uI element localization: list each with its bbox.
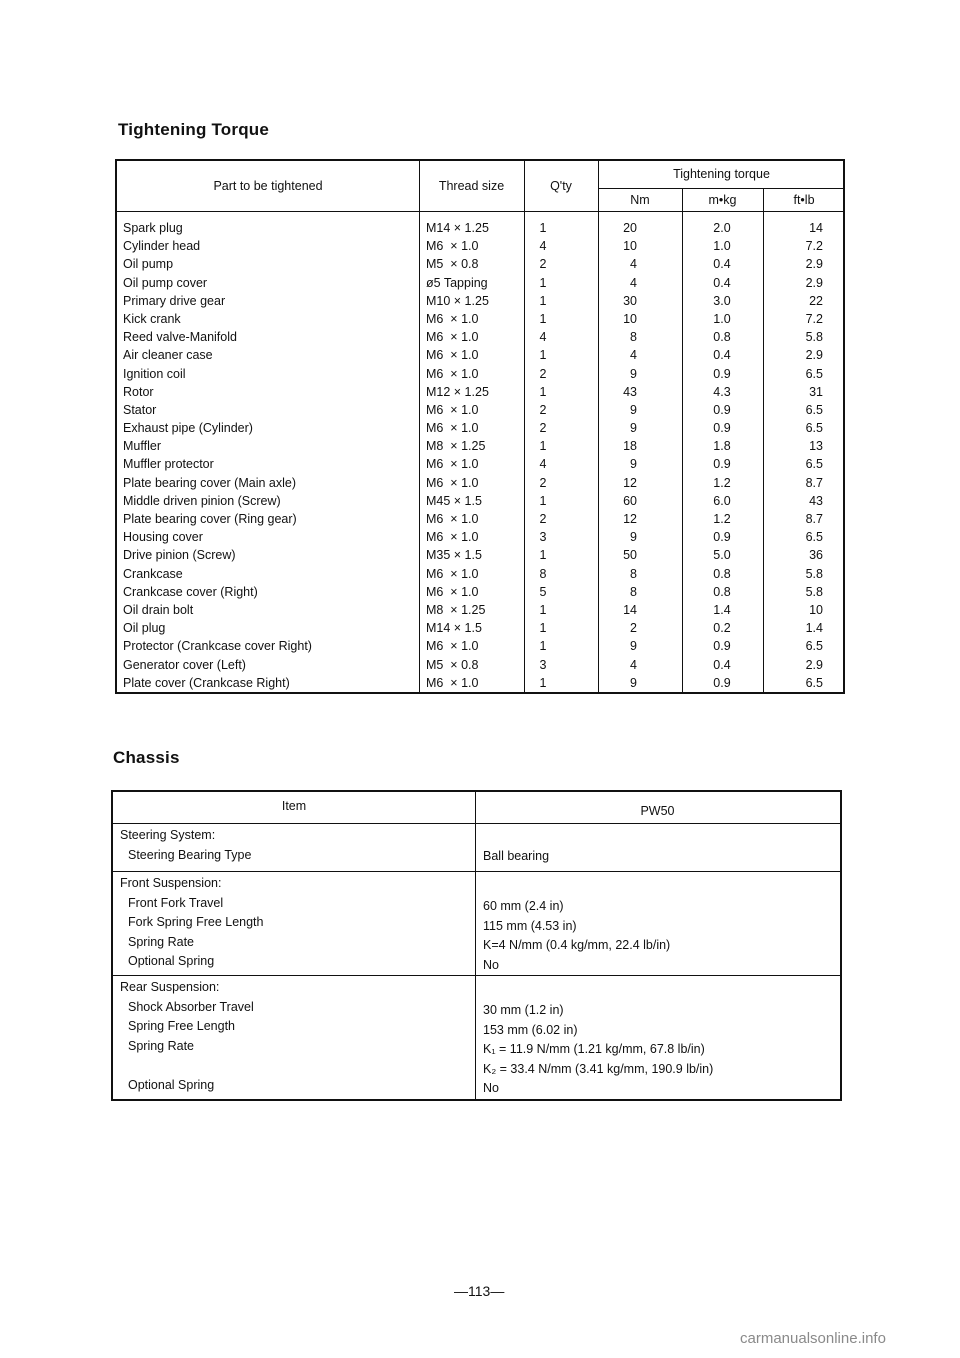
cell-nm: 20 xyxy=(623,221,637,235)
cell-thread: M6 × 1.0 xyxy=(426,512,479,526)
cell-qty: 2 xyxy=(539,257,547,272)
cell-nm: 12 xyxy=(623,475,637,490)
cell-part: Reed valve-Manifold xyxy=(123,330,237,345)
cell-ftlb: 5.8 xyxy=(805,330,823,345)
header-nm: Nm xyxy=(630,193,650,207)
cell-mkg: 3.0 xyxy=(713,293,731,308)
cell-ftlb: 13 xyxy=(809,439,823,454)
cell-part: Crankcase cover (Right) xyxy=(123,584,258,599)
cell-part: Spark plug xyxy=(123,221,183,235)
header-ftlb: ft•lb xyxy=(793,193,815,207)
cell-part: Cylinder head xyxy=(123,239,201,254)
cell-mkg: 0.9 xyxy=(713,366,731,381)
cell-nm: 10 xyxy=(623,311,637,326)
cell-mkg: 1.4 xyxy=(713,602,731,617)
item-value: K₁ = 11.9 N/mm (1.21 kg/mm, 67.8 lb/in) xyxy=(483,1042,705,1056)
cell-part: Ignition coil xyxy=(123,366,186,381)
cell-thread: M8 × 1.25 xyxy=(426,439,486,454)
cell-ftlb: 6.5 xyxy=(805,639,823,654)
cell-qty: 1 xyxy=(539,621,547,636)
header-thread-size: Thread size xyxy=(438,179,505,193)
cell-thread: M12 × 1.25 xyxy=(426,384,489,399)
cell-nm: 12 xyxy=(623,512,637,526)
cell-nm: 10 xyxy=(623,239,637,254)
col-divider xyxy=(682,189,683,692)
cell-mkg: 0.9 xyxy=(713,530,731,545)
cell-nm: 9 xyxy=(630,402,637,417)
cell-part: Oil pump xyxy=(123,257,174,272)
cell-qty: 4 xyxy=(539,457,547,472)
cell-mkg: 4.3 xyxy=(713,384,731,399)
column-qty xyxy=(525,219,561,692)
cell-part: Plate cover (Crankcase Right) xyxy=(123,675,290,690)
cell-mkg: 0.9 xyxy=(713,639,731,654)
cell-qty: 1 xyxy=(539,493,547,508)
cell-mkg: 0.4 xyxy=(713,657,731,672)
item-value: K=4 N/mm (0.4 kg/mm, 22.4 lb/in) xyxy=(483,938,671,952)
item-label: Front Fork Travel xyxy=(128,895,224,910)
item-value: 115 mm (4.53 in) xyxy=(483,918,577,933)
cell-part: Oil plug xyxy=(123,621,166,636)
cell-part: Air cleaner case xyxy=(123,348,213,363)
cell-mkg: 0.9 xyxy=(713,675,731,690)
cell-thread: M6 × 1.0 xyxy=(426,675,479,690)
cell-mkg: 1.0 xyxy=(713,311,731,326)
item-value: 60 mm (2.4 in) xyxy=(483,899,564,913)
cell-nm: 50 xyxy=(623,548,637,563)
cell-qty: 5 xyxy=(539,584,547,599)
cell-ftlb: 36 xyxy=(809,548,823,563)
cell-part: Muffler protector xyxy=(123,457,214,472)
cell-qty: 1 xyxy=(539,311,547,326)
cell-mkg: 1.8 xyxy=(713,439,731,454)
cell-ftlb: 6.5 xyxy=(805,402,823,417)
cell-nm: 2 xyxy=(630,621,637,636)
cell-mkg: 0.9 xyxy=(713,421,731,436)
cell-part: Plate bearing cover (Main axle) xyxy=(123,475,296,490)
cell-qty: 1 xyxy=(539,439,547,454)
steering-labels xyxy=(120,826,251,865)
cell-mkg: 1.0 xyxy=(713,239,731,254)
cell-mkg: 2.0 xyxy=(713,221,731,235)
torque-section-title: Tightening Torque xyxy=(118,120,270,139)
item-label: Optional Spring xyxy=(128,1077,215,1092)
cell-mkg: 0.8 xyxy=(713,566,731,581)
cell-thread: M6 × 1.0 xyxy=(426,366,479,381)
torque-table xyxy=(115,159,845,694)
cell-thread: M6 × 1.0 xyxy=(426,566,479,581)
cell-mkg: 1.2 xyxy=(713,512,731,526)
cell-nm: 8 xyxy=(630,566,637,581)
item-value: No xyxy=(483,1081,499,1095)
cell-mkg: 0.4 xyxy=(713,348,731,363)
cell-mkg: 0.2 xyxy=(713,621,731,636)
cell-thread: M6 × 1.0 xyxy=(426,457,479,472)
cell-nm: 30 xyxy=(623,293,637,308)
cell-ftlb: 6.5 xyxy=(805,366,823,381)
item-label: Fork Spring Free Length xyxy=(128,915,264,929)
cell-part: Housing cover xyxy=(123,530,203,545)
cell-nm: 18 xyxy=(623,439,637,454)
cell-ftlb: 6.5 xyxy=(805,421,823,436)
cell-nm: 9 xyxy=(630,675,637,690)
cell-thread: M6 × 1.0 xyxy=(426,402,479,417)
cell-qty: 2 xyxy=(539,512,547,526)
col-divider xyxy=(475,792,476,1099)
cell-ftlb: 1.4 xyxy=(805,621,823,636)
group-divider xyxy=(113,975,840,976)
cell-thread: M14 × 1.25 xyxy=(426,221,489,235)
cell-part: Rotor xyxy=(123,384,154,399)
cell-thread: M10 × 1.25 xyxy=(426,293,489,308)
cell-part: Primary drive gear xyxy=(123,293,226,308)
cell-thread: M8 × 1.25 xyxy=(426,602,486,617)
cell-qty: 1 xyxy=(539,348,547,363)
cell-part: Plate bearing cover (Ring gear) xyxy=(123,512,297,526)
item-label: Steering Bearing Type xyxy=(128,847,252,862)
cell-qty: 1 xyxy=(539,639,547,654)
cell-qty: 1 xyxy=(539,275,547,290)
header-divider xyxy=(113,823,840,824)
cell-thread: M6 × 1.0 xyxy=(426,584,479,599)
cell-mkg: 1.2 xyxy=(713,475,731,490)
chassis-table xyxy=(111,790,842,1101)
cell-nm: 8 xyxy=(630,584,637,599)
cell-qty: 2 xyxy=(539,421,547,436)
header-part: Part to be tightened xyxy=(213,179,323,193)
cell-nm: 9 xyxy=(630,457,637,472)
cell-thread: M35 × 1.5 xyxy=(426,548,482,563)
cell-ftlb: 6.5 xyxy=(805,530,823,545)
cell-nm: 9 xyxy=(630,366,637,381)
cell-thread: M6 × 1.0 xyxy=(426,639,479,654)
group-heading: Front Suspension: xyxy=(120,876,222,890)
column-nm xyxy=(597,219,637,692)
rear-suspension-labels xyxy=(120,978,254,1095)
cell-qty: 2 xyxy=(539,475,547,490)
header-divider xyxy=(117,211,843,212)
cell-ftlb: 5.8 xyxy=(805,584,823,599)
cell-mkg: 6.0 xyxy=(713,493,731,508)
cell-qty: 1 xyxy=(539,675,547,690)
cell-thread: M14 × 1.5 xyxy=(426,621,482,636)
column-thread-size xyxy=(426,219,489,692)
cell-qty: 4 xyxy=(539,330,547,345)
header-model: PW50 xyxy=(640,804,675,818)
header-mkg: m•kg xyxy=(708,193,737,207)
cell-ftlb: 2.9 xyxy=(805,657,823,672)
cell-ftlb: 14 xyxy=(809,221,823,235)
cell-mkg: 0.8 xyxy=(713,330,731,345)
item-value: No xyxy=(483,957,499,972)
cell-mkg: 0.4 xyxy=(713,257,731,272)
cell-thread: M6 × 1.0 xyxy=(426,530,479,545)
cell-part: Generator cover (Left) xyxy=(123,657,246,672)
cell-nm: 60 xyxy=(623,493,637,508)
cell-qty: 4 xyxy=(539,239,547,254)
cell-nm: 4 xyxy=(630,657,637,672)
column-mkg xyxy=(702,219,742,692)
column-part xyxy=(123,219,312,692)
cell-thread: M6 × 1.0 xyxy=(426,475,479,490)
cell-ftlb: 2.9 xyxy=(805,348,823,363)
watermark-text: carmanualsonline.info xyxy=(740,1330,886,1347)
cell-mkg: 0.9 xyxy=(713,402,731,417)
row-divider xyxy=(598,188,843,189)
cell-nm: 4 xyxy=(630,257,637,272)
cell-nm: 14 xyxy=(623,602,637,617)
cell-part: Muffler xyxy=(123,439,161,454)
cell-ftlb: 43 xyxy=(809,493,823,508)
item-value: 30 mm (1.2 in) xyxy=(483,1003,564,1017)
cell-ftlb: 8.7 xyxy=(805,512,823,526)
cell-mkg: 5.0 xyxy=(713,548,731,563)
item-label: Shock Absorber Travel xyxy=(128,999,254,1014)
group-heading: Steering System: xyxy=(120,828,216,842)
front-suspension-values xyxy=(483,897,670,975)
cell-qty: 1 xyxy=(539,602,547,617)
cell-thread: M45 × 1.5 xyxy=(426,493,482,508)
cell-ftlb: 6.5 xyxy=(805,457,823,472)
cell-qty: 1 xyxy=(539,221,547,235)
cell-nm: 9 xyxy=(630,639,637,654)
cell-nm: 8 xyxy=(630,330,637,345)
cell-ftlb: 6.5 xyxy=(805,675,823,690)
rear-suspension-values xyxy=(483,1001,713,1099)
cell-thread: M6 × 1.0 xyxy=(426,311,479,326)
item-label: Optional Spring xyxy=(128,954,215,968)
cell-part: Exhaust pipe (Cylinder) xyxy=(123,421,253,436)
cell-mkg: 0.9 xyxy=(713,457,731,472)
cell-ftlb: 7.2 xyxy=(805,239,823,254)
cell-ftlb: 31 xyxy=(809,384,823,399)
cell-ftlb: 10 xyxy=(809,602,823,617)
col-divider xyxy=(419,161,420,692)
chassis-section-title: Chassis xyxy=(113,748,180,767)
header-qty: Q'ty xyxy=(550,179,572,193)
cell-thread: M6 × 1.0 xyxy=(426,239,479,254)
item-label: Spring Rate xyxy=(128,934,195,949)
cell-part: Oil pump cover xyxy=(123,275,208,290)
cell-ftlb: 8.7 xyxy=(805,475,823,490)
header-tightening-torque: Tightening torque xyxy=(673,167,770,181)
cell-qty: 8 xyxy=(539,566,547,581)
item-value: Ball bearing xyxy=(483,849,550,863)
item-label: Spring Rate xyxy=(128,1038,195,1053)
header-item: Item xyxy=(281,799,307,813)
cell-ftlb: 5.8 xyxy=(805,566,823,581)
cell-qty: 2 xyxy=(539,402,547,417)
cell-qty: 1 xyxy=(539,384,547,399)
cell-ftlb: 2.9 xyxy=(805,257,823,272)
cell-nm: 9 xyxy=(630,530,637,545)
cell-nm: 9 xyxy=(630,421,637,436)
cell-thread: M6 × 1.0 xyxy=(426,330,479,345)
cell-qty: 1 xyxy=(539,548,547,563)
cell-qty: 3 xyxy=(539,657,547,672)
front-suspension-labels xyxy=(120,874,264,972)
cell-nm: 43 xyxy=(623,384,637,399)
cell-mkg: 0.4 xyxy=(713,275,731,290)
cell-nm: 4 xyxy=(630,275,637,290)
cell-part: Protector (Crankcase cover Right) xyxy=(123,639,312,654)
cell-qty: 1 xyxy=(539,293,547,308)
cell-thread: ø5 Tapping xyxy=(426,275,488,290)
cell-thread: M6 × 1.0 xyxy=(426,348,479,363)
page-number: —113— xyxy=(454,1283,505,1299)
group-heading: Rear Suspension: xyxy=(120,980,220,994)
group-divider xyxy=(113,871,840,872)
cell-part: Crankcase xyxy=(123,566,183,581)
cell-nm: 4 xyxy=(630,348,637,363)
cell-part: Kick crank xyxy=(123,311,181,326)
cell-ftlb: 2.9 xyxy=(805,275,823,290)
steering-values xyxy=(483,847,549,867)
cell-thread: M5 × 0.8 xyxy=(426,657,479,672)
cell-part: Oil drain bolt xyxy=(123,602,194,617)
col-divider xyxy=(763,189,764,692)
cell-thread: M6 × 1.0 xyxy=(426,421,479,436)
cell-qty: 3 xyxy=(539,530,547,545)
cell-part: Drive pinion (Screw) xyxy=(123,548,236,563)
column-ftlb xyxy=(785,219,823,692)
cell-thread: M5 × 0.8 xyxy=(426,257,479,272)
cell-part: Middle driven pinion (Screw) xyxy=(123,493,281,508)
item-value: 153 mm (6.02 in) xyxy=(483,1022,578,1037)
cell-part: Stator xyxy=(123,402,157,417)
item-value: K₂ = 33.4 N/mm (3.41 kg/mm, 190.9 lb/in) xyxy=(483,1061,714,1076)
item-label: Spring Free Length xyxy=(128,1019,236,1033)
cell-ftlb: 7.2 xyxy=(805,311,823,326)
cell-mkg: 0.8 xyxy=(713,584,731,599)
cell-qty: 2 xyxy=(539,366,547,381)
cell-ftlb: 22 xyxy=(809,293,823,308)
